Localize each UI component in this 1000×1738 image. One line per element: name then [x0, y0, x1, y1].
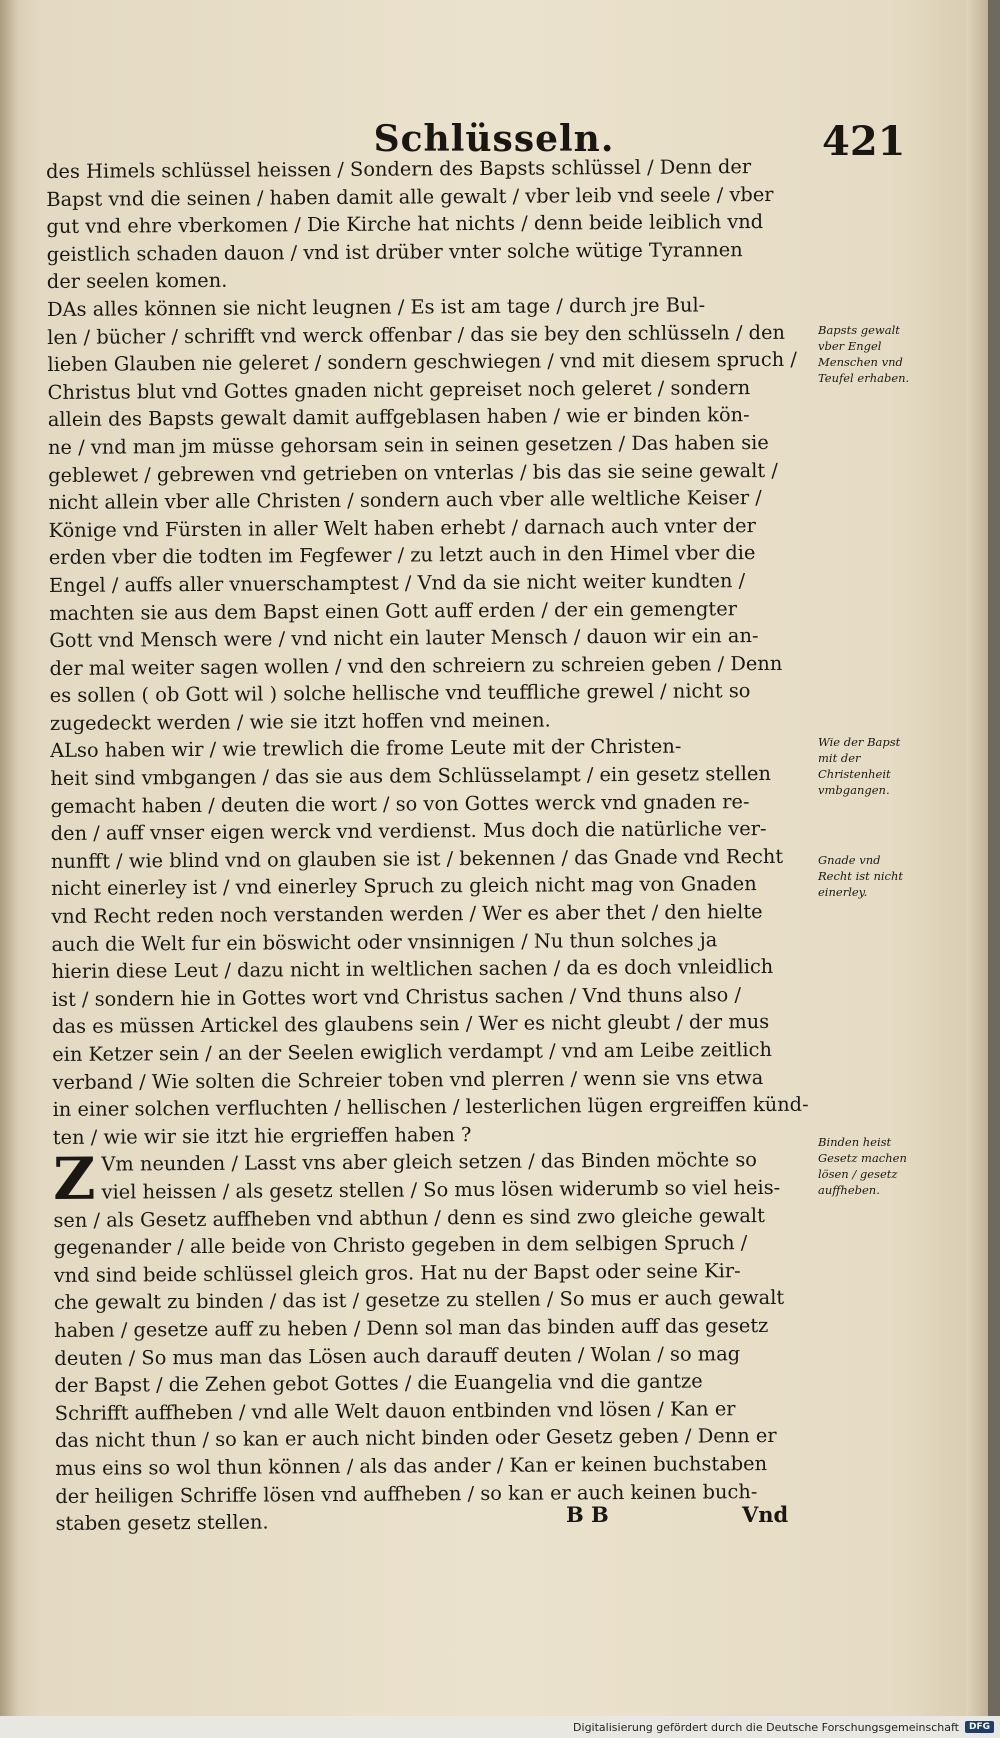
marginal-note-gnade-vnd-recht: Gnade vnd Recht ist nicht einerley. — [818, 853, 903, 899]
page-number: 421 — [822, 118, 906, 165]
text-line: ein Ketzer sein / an der Seelen ewiglich verdampt / vnd am Leibe zeitlich — [52, 1037, 772, 1066]
text-line: gegenander / alle beide von Christo gegeben in dem selbigen Spruch / — [53, 1231, 748, 1260]
marginal-note-bapsts-gewalt: Bapsts gewalt vber Engel Menschen vnd Teufel erhaben. — [818, 323, 910, 385]
text-line: erden vber die todten im Fegfewer / zu letzt auch in den Himel vber die — [48, 541, 756, 570]
footer-bar — [0, 1716, 1000, 1738]
text-line: deuten / So mus man das Lösen auch darauff deuten / Wolan / so mag — [54, 1341, 741, 1370]
text-line: das es müssen Artickel des glaubens sein / Wer es nicht gleubt / der mus — [51, 1010, 770, 1039]
body-text — [46, 153, 828, 1538]
text-line: geblewet / gebrewen vnd getrieben on vnterlas / bis das sie seine gewalt / — [48, 458, 778, 487]
text-line: Bapst vnd die seinen / haben damit alle gewalt / vber leib vnd seele / vber — [46, 182, 774, 211]
text-line: mus eins so wol thun können / als das ander / Kan er keinen buchstaben — [55, 1451, 768, 1480]
text-line: verband / Wie solten die Schreier toben vnd plerren / wenn sie vns etwa — [52, 1065, 764, 1094]
text-line: nunfft / wie blind vnd on glauben sie ist / bekennen / das Gnade vnd Recht — [50, 844, 784, 873]
text-line: ist / sondern hie in Gottes wort vnd Christus sachen / Vnd thuns also / — [51, 982, 742, 1011]
text-line: ne / vnd man jm müsse gehorsam sein in seinen gesetzen / Das haben sie — [47, 430, 769, 459]
text-line: zugedeckt werden / wie sie itzt hoffen vnd meinen. — [49, 708, 551, 735]
text-line: den / auff vnser eigen werck vnd verdienst. Mus doch die natürliche ver- — [50, 817, 767, 846]
text-line: len / bücher / schrifft vnd werck offenbar / das sie bey den schlüsseln / den — [47, 320, 786, 349]
text-line: geistlich schaden dauon / vnd ist drüber vnter solche wütige Tyrannen — [46, 237, 743, 266]
text-line: sen / als Gesetz auffheben vnd abthun / denn es sind zwo gleiche gewalt — [53, 1203, 765, 1232]
page-edge-shadow — [966, 0, 988, 1718]
paragraph-3 — [50, 732, 825, 1151]
text-line: der mal weiter sagen wollen / vnd den schreiern zu schreien geben / Denn — [49, 651, 783, 680]
text-line: Gott vnd Mensch were / vnd nicht ein lauter Mensch / dauon wir ein an- — [49, 624, 759, 653]
footer-credit: Digitalisierung gefördert durch die Deutsche Forschungsgemeinschaft — [573, 1720, 959, 1734]
text-line: staben gesetz stellen. — [55, 1510, 269, 1536]
text-line: es sollen ( ob Gott wil ) solche hellische vnd teuffliche grewel / nicht so — [49, 679, 751, 708]
paragraph-2 — [47, 291, 822, 738]
text-line: auch die Welt fur ein böswicht oder vnsinnigen / Nu thun solches ja — [51, 927, 718, 956]
page-gutter-shadow — [0, 0, 18, 1718]
text-line: DAs alles können sie nicht leugnen / Es ist am tage / durch jre Bul- — [46, 293, 706, 321]
text-line: Engel / auffs aller vnuerschamptest / Vnd da sie nicht weiter kundten / — [48, 569, 746, 597]
text-line: allein des Bapsts gewalt damit auffgeblasen haben / wie er binden kön- — [47, 403, 750, 432]
signature-mark: B B — [566, 1502, 609, 1527]
text-line: ten / wie wir sie itzt hie ergrieffen haben ? — [52, 1122, 472, 1149]
marginal-note-wie-der-bapst: Wie der Bapst mit der Christenheit vmbgangen. — [818, 735, 901, 797]
text-line: vnd Recht reden noch verstanden werden / Wer es aber thet / den hielte — [51, 900, 763, 929]
text-line: che gewalt zu binden / das ist / gesetze zu stellen / So mus er auch gewalt — [53, 1286, 785, 1315]
catchword: Vnd — [742, 1502, 789, 1527]
text-line: nicht einerley ist / vnd einerley Spruch zu gleich nicht mag von Gnaden — [51, 872, 757, 901]
text-line: Vm neunden / Lasst vns aber gleich setzen / das Binden möchte so — [101, 1148, 757, 1177]
text-line: der seelen komen. — [46, 269, 228, 294]
marginal-note-binden-heist: Binden heist Gesetz machen lösen / gesetz auffheben. — [818, 1135, 907, 1197]
text-line: heit sind vmbgangen / das sie aus dem Schlüsselampt / ein gesetz stellen — [50, 762, 771, 791]
text-line: Könige vnd Fürsten in aller Welt haben erhebt / darnach auch vnter der — [48, 513, 756, 542]
text-line: gut vnd ehre vberkomen / Die Kirche hat nichts / denn beide leiblich vnd — [46, 210, 764, 239]
text-line: der heiligen Schriffe lösen vnd auffheben / so kan er auch keinen buch- — [55, 1479, 758, 1508]
text-line: hierin diese Leut / dazu nicht in weltlichen sachen / da es doch vnleidlich — [51, 955, 774, 984]
text-line: Schrifft auffheben / vnd alle Welt dauon entbinden vnd lösen / Kan er — [54, 1396, 736, 1425]
text-line: ALso haben wir / wie trewlich die frome Leute mit der Christen- — [50, 735, 682, 763]
drop-cap: Z — [52, 1145, 96, 1214]
text-line: der Bapst / die Zehen gebot Gottes / die Euangelia vnd die gantze — [54, 1369, 703, 1398]
paragraph-4 — [53, 1146, 828, 1538]
text-line: Christus blut vnd Gottes gnaden nicht gepreiset noch geleret / sondern — [47, 375, 751, 404]
text-line: vnd sind beide schlüssel gleich gros. Hat nu der Bapst oder seine Kir- — [53, 1258, 741, 1287]
text-line: in einer solchen verfluchten / hellischen / lesterlichen lügen ergreiffen künd- — [52, 1092, 809, 1122]
text-line: gemacht haben / deuten die wort / so von Gottes werck vnd gnaden re- — [50, 789, 750, 818]
running-head: Schlüsseln. — [373, 118, 615, 160]
text-line: nicht allein vber alle Christen / sondern auch vber alle weltliche Keiser / — [48, 486, 762, 515]
text-line: machten sie aus dem Bapst einen Gott auff erden / der ein gemengter — [49, 596, 738, 625]
dfg-logo-icon: DFG — [965, 1721, 994, 1733]
text-line: das nicht thun / so kan er auch nicht binden oder Gesetz geben / Denn er — [54, 1424, 777, 1453]
paragraph-1 — [46, 153, 819, 296]
text-line: viel heissen / als gesetz stellen / So mus lösen widerumb so viel heis- — [101, 1175, 781, 1204]
text-line: des Himels schlüssel heissen / Sondern des Bapsts schlüssel / Denn der — [46, 155, 752, 183]
text-line: lieben Glauben nie geleret / sondern geschwiegen / vnd mit diesem spruch / — [47, 347, 797, 377]
text-line: haben / gesetze auff zu heben / Denn sol man das binden auff das gesetz — [54, 1313, 769, 1342]
